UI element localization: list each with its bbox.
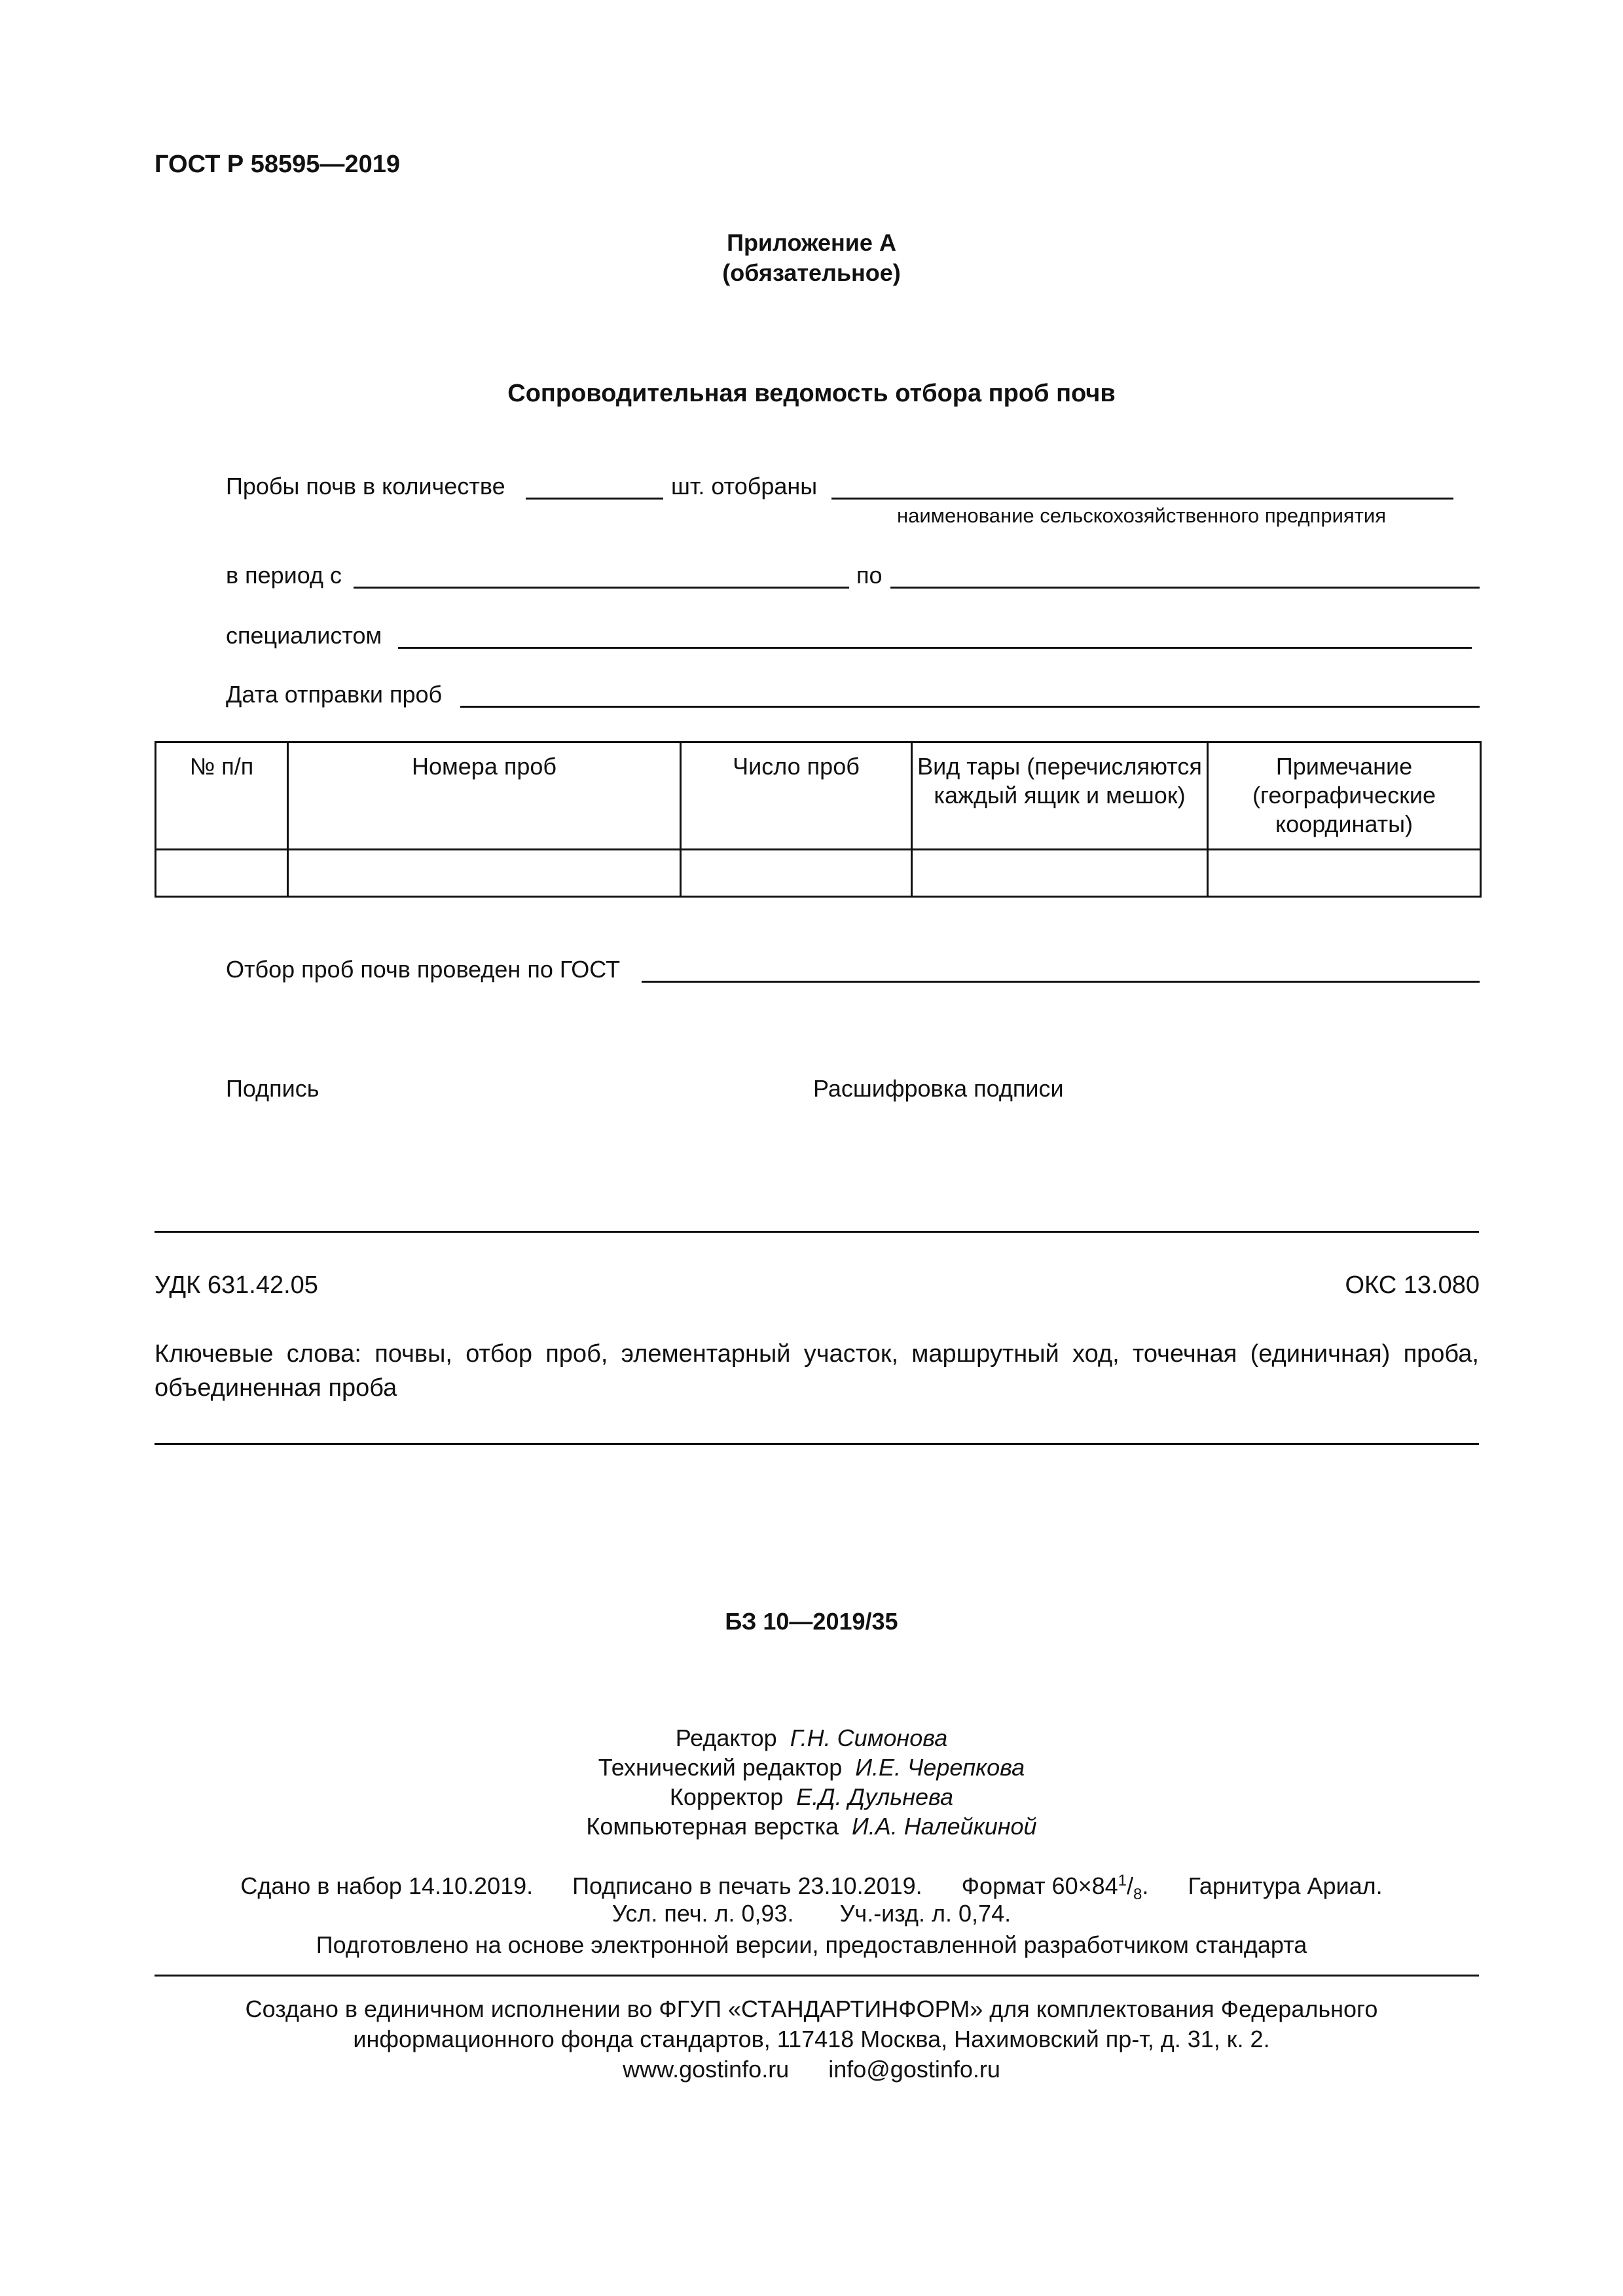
table-cell[interactable]	[681, 850, 912, 897]
period-to-label: по	[856, 562, 883, 589]
keywords: Ключевые слова: почвы, отбор проб, элементарный участок, маршрутный ход, точечная (единичная) проба, объединенная проба	[155, 1340, 1479, 1402]
specialist-field[interactable]	[398, 647, 1472, 649]
divider	[155, 1975, 1479, 1977]
form-title: Сопроводительная ведомость отбора проб почв	[507, 380, 1116, 407]
credit-editor	[0, 1723, 1623, 1753]
column-header-sample-ids: Номера проб	[288, 742, 681, 850]
table-cell[interactable]	[156, 850, 288, 897]
column-header-container-type: Вид тары (перечисляются каждый ящик и мешок)	[912, 742, 1208, 850]
samples-taken-label: шт. отобраны	[671, 473, 818, 500]
credit-layout	[0, 1812, 1623, 1841]
footer-contacts	[0, 2054, 1623, 2084]
oks-code: ОКС 13.080	[1345, 1271, 1480, 1299]
imprint-line-2	[0, 1899, 1623, 1928]
signature-decode-label: Расшифровка подписи	[813, 1075, 1064, 1102]
credit-name: Е.Д. Дульнева	[796, 1783, 954, 1810]
table-row	[156, 850, 1481, 897]
table-header-row	[156, 742, 1481, 850]
footer-line-2: информационного фонда стандартов, 117418 Москва, Нахимовский пр-т, д. 31, к. 2.	[353, 2026, 1270, 2052]
credit-label: Корректор	[669, 1783, 784, 1810]
divider	[155, 1231, 1479, 1233]
website-link[interactable]: www.gostinfo.ru	[623, 2056, 790, 2083]
imprint-format-sub: 8	[1133, 1886, 1142, 1904]
imprint-font: Гарнитура Ариал.	[1188, 1872, 1383, 1899]
credit-name: И.Е. Черепкова	[855, 1754, 1025, 1781]
samples-count-label: Пробы почв в количестве	[226, 473, 505, 500]
enterprise-name-field[interactable]	[831, 498, 1453, 500]
signature-label: Подпись	[226, 1075, 319, 1102]
imprint-signed: Подписано в печать 23.10.2019.	[572, 1872, 922, 1899]
table-cell[interactable]	[912, 850, 1208, 897]
imprint-format: Формат $60\times 84^1/_8$.	[961, 1872, 1149, 1904]
credit-label: Компьютерная верстка	[586, 1813, 839, 1840]
credit-label: Технический редактор	[598, 1754, 843, 1781]
dispatch-date-label: Дата отправки проб	[226, 681, 443, 708]
credit-tech-editor	[0, 1753, 1623, 1782]
imprint-pub-sheets: Уч.-изд. л. 0,74.	[839, 1900, 1012, 1927]
gost-label: Отбор проб почв проведен по ГОСТ	[226, 956, 621, 983]
imprint-typeset: Сдано в набор 14.10.2019.	[240, 1872, 534, 1899]
period-from-field[interactable]	[354, 587, 849, 589]
samples-table	[155, 741, 1482, 898]
credit-name: Г.Н. Симонова	[790, 1724, 948, 1751]
imprint-prepared: Подготовлено на основе электронной версии, предоставленной разработчиком стандарта	[316, 1931, 1307, 1958]
credit-corrector	[0, 1782, 1623, 1812]
footer-line-1: Создано в единичном исполнении во ФГУП «СТАНДАРТИНФОРМ» для комплектования Федерального	[245, 1995, 1378, 2022]
imprint-format-prefix: Формат 60×84	[961, 1872, 1118, 1899]
appendix-title: Приложение А	[727, 229, 896, 256]
imprint-print-sheets: Усл. печ. л. 0,93.	[611, 1900, 794, 1927]
imprint-format-sup: 1	[1118, 1872, 1127, 1889]
enterprise-name-caption: наименование сельскохозяйственного предприятия	[897, 504, 1386, 527]
document-code: ГОСТ Р 58595—2019	[155, 151, 400, 178]
dispatch-date-field[interactable]	[460, 706, 1480, 708]
period-to-field[interactable]	[890, 587, 1480, 589]
samples-count-field[interactable]	[526, 498, 663, 500]
gost-field[interactable]	[642, 981, 1480, 983]
divider	[155, 1443, 1479, 1445]
specialist-label: специалистом	[226, 622, 382, 649]
imprint-format-suffix: .	[1142, 1872, 1149, 1899]
email-link[interactable]: info@gostinfo.ru	[828, 2056, 1000, 2083]
table-cell[interactable]	[1208, 850, 1481, 897]
appendix-status: (обязательное)	[722, 259, 901, 286]
bz-number: БЗ 10—2019/35	[725, 1608, 898, 1635]
credit-name: И.А. Налейкиной	[851, 1813, 1037, 1840]
column-header-sample-count: Число проб	[681, 742, 912, 850]
column-header-note: Примечание (географические координаты)	[1208, 742, 1481, 850]
credit-label: Редактор	[675, 1724, 777, 1751]
column-header-number: № п/п	[156, 742, 288, 850]
udk-code: УДК 631.42.05	[155, 1271, 318, 1299]
table-cell[interactable]	[288, 850, 681, 897]
period-from-label: в период с	[226, 562, 342, 589]
